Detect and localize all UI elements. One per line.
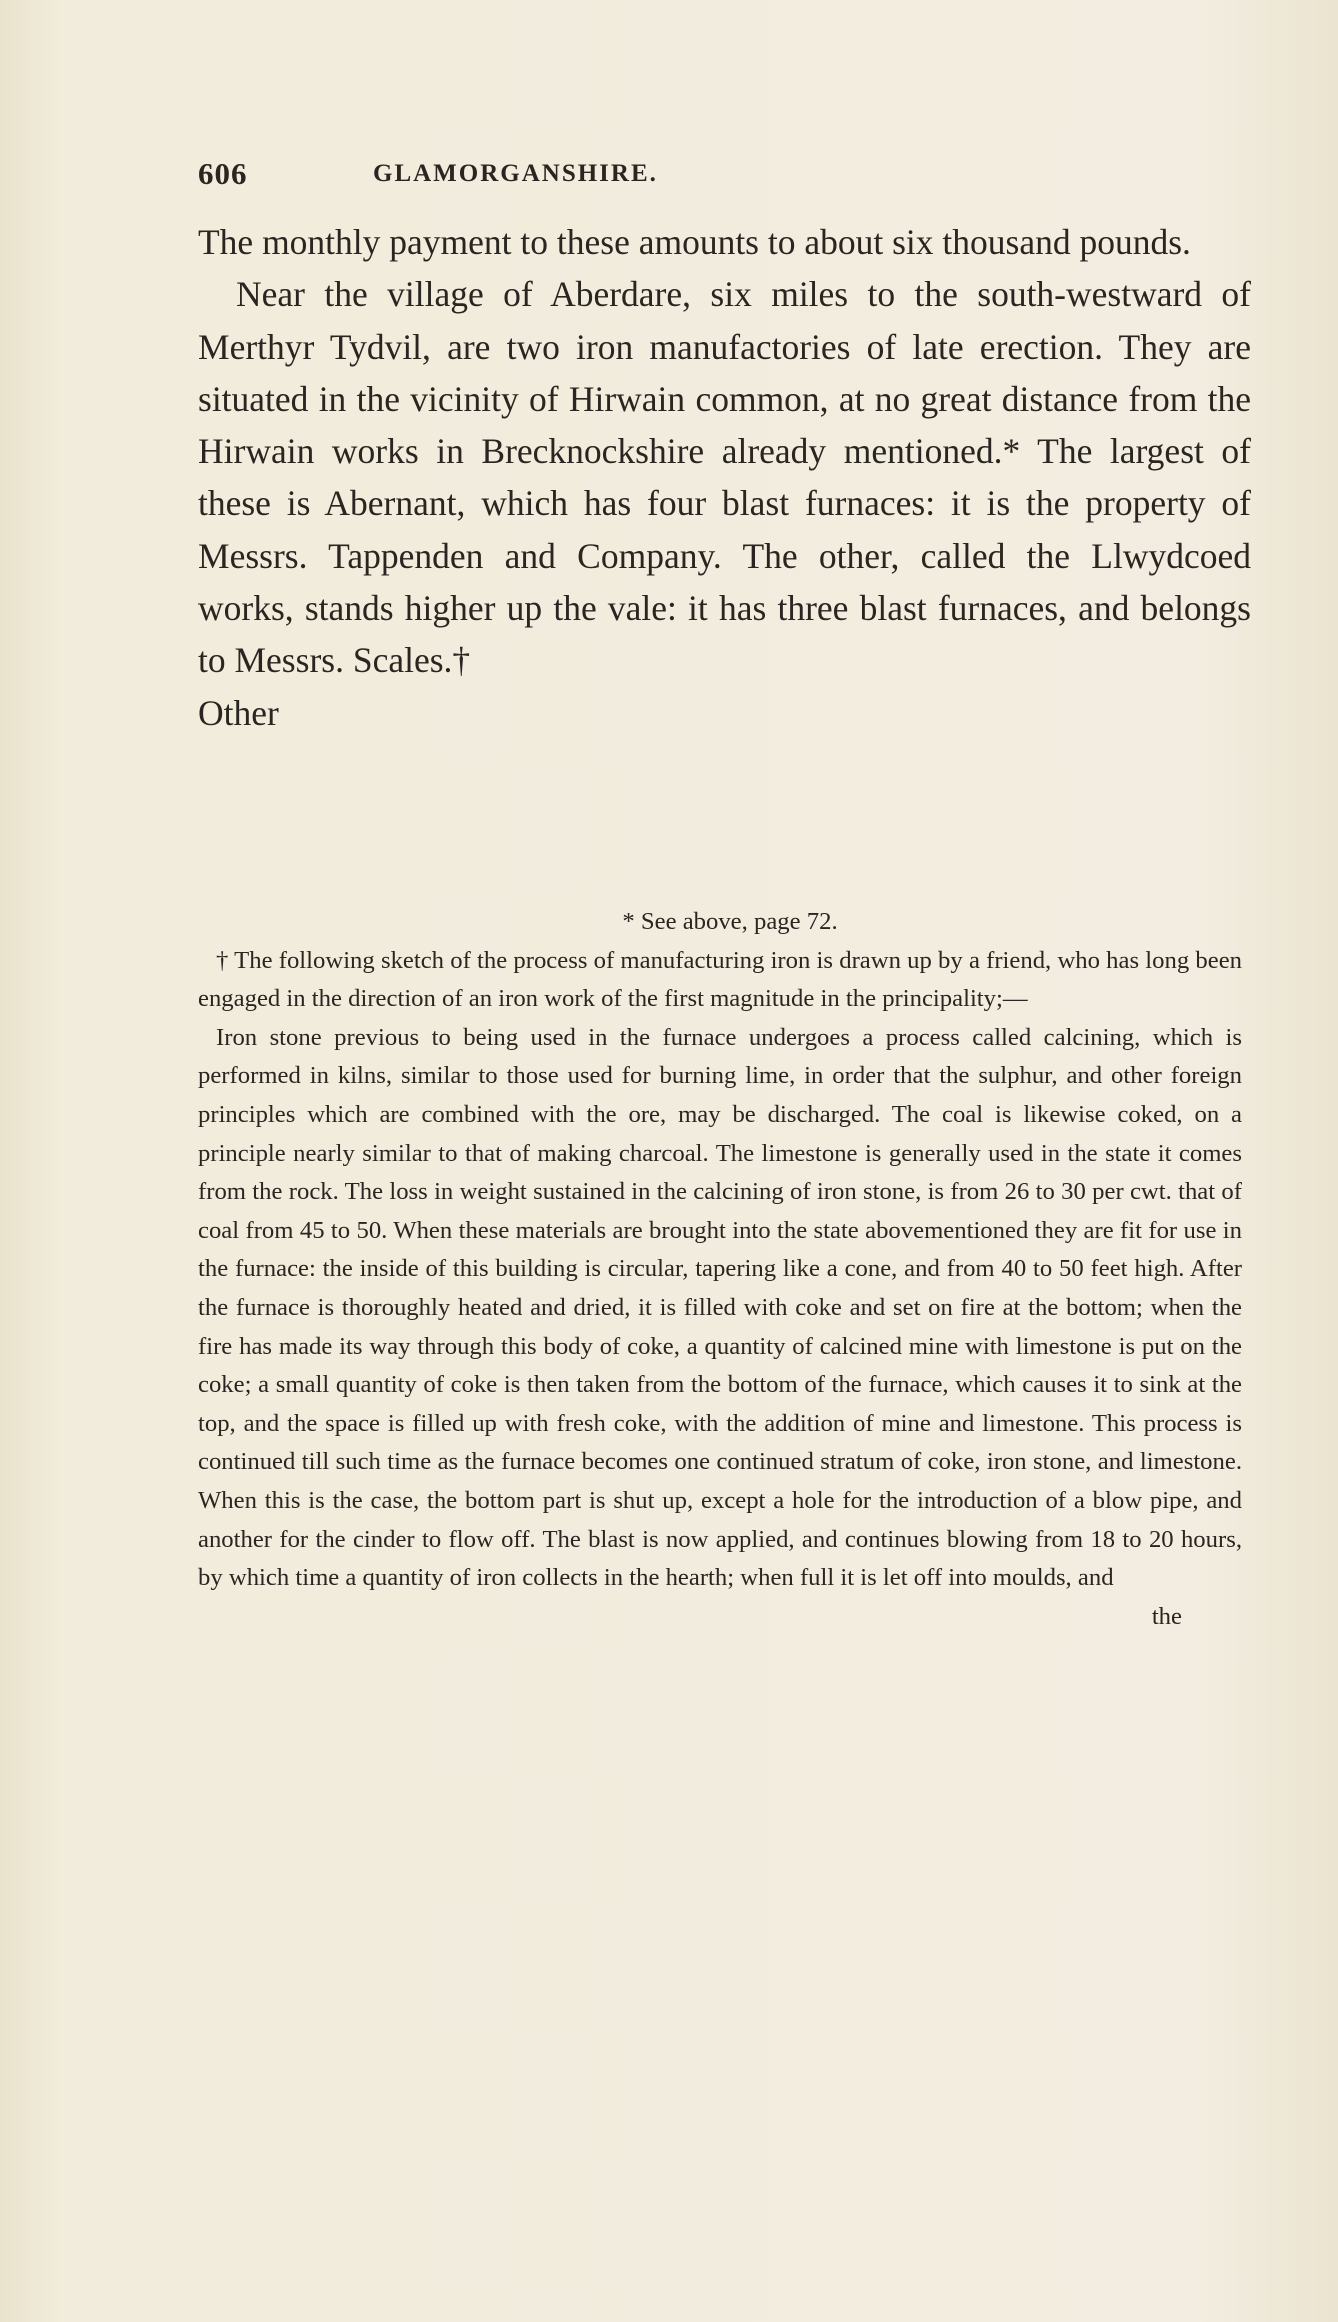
catchword: Other bbox=[198, 692, 279, 733]
footnote-1: * See above, page 72. bbox=[622, 908, 838, 935]
footnote-catchword: the bbox=[1151, 1602, 1182, 1630]
paragraph-2: Near the village of Aberdare, six miles to the south-westward of Merthyr Tydvil, are two iron manufactories of late erection. They are situated in the vicinity of Hirwain common, at no great distance from the Hirwain works in Brecknockshire already mentioned.* The largest of these is Abernant, which has four blast furnaces: it is the property of Messrs. Tappenden and Company. The other, called the Llwydcoed works, stands higher up the vale: it has three blast furnaces, and belongs to Messrs. Scales.† bbox=[198, 274, 1251, 681]
footnotes bbox=[198, 903, 1242, 1636]
page-number: 606 bbox=[198, 156, 248, 191]
paragraph-1: The monthly payment to these amounts to about six thousand pounds. bbox=[198, 222, 1191, 262]
main-text bbox=[198, 216, 1251, 739]
page-header bbox=[198, 156, 1238, 196]
footnote-2-intro: † The following sketch of the process of manufacturing iron is drawn up by a friend, who has long been engaged in the direction of an iron work of the first magnitude in the principality;— bbox=[198, 946, 1242, 1013]
running-head: GLAMORGANSHIRE. bbox=[373, 160, 658, 187]
footnote-2-body: Iron stone previous to being used in the furnace undergoes a process called calcining, which is performed in kilns, similar to those used for burning lime, in order that the sulphur, and other foreign principles which are combined with the ore, may be discharged. The coal is likewise coked, on a principle nearly similar to that of making charcoal. The limestone is generally used in the state it comes from the rock. The loss in weight sustained in the calcining of iron stone, is from 26 to 30 per cwt. that of coal from 45 to 50. When these materials are brought into the state abovementioned they are fit for use in the furnace: the inside of this building is circular, tapering like a cone, and from 40 to 50 feet high. After the furnace is thoroughly heated and dried, it is filled with coke and set on fire at the bottom; when the fire has made its way through this body of coke, a quantity of calcined mine with limestone is put on the coke; a small quantity of coke is then taken from the bottom of the furnace, which causes it to sink at the top, and the space is filled up with fresh coke, with the addition of mine and limestone. This process is continued till such time as the furnace becomes one continued stratum of coke, iron stone, and limestone. When this is the case, the bottom part is shut up, except a hole for the introduction of a blow pipe, and another for the cinder to flow off. The blast is now applied, and continues blowing from 18 to 20 hours, by which time a quantity of iron collects in the hearth; when full it is let off into moulds, and bbox=[198, 1023, 1242, 1592]
